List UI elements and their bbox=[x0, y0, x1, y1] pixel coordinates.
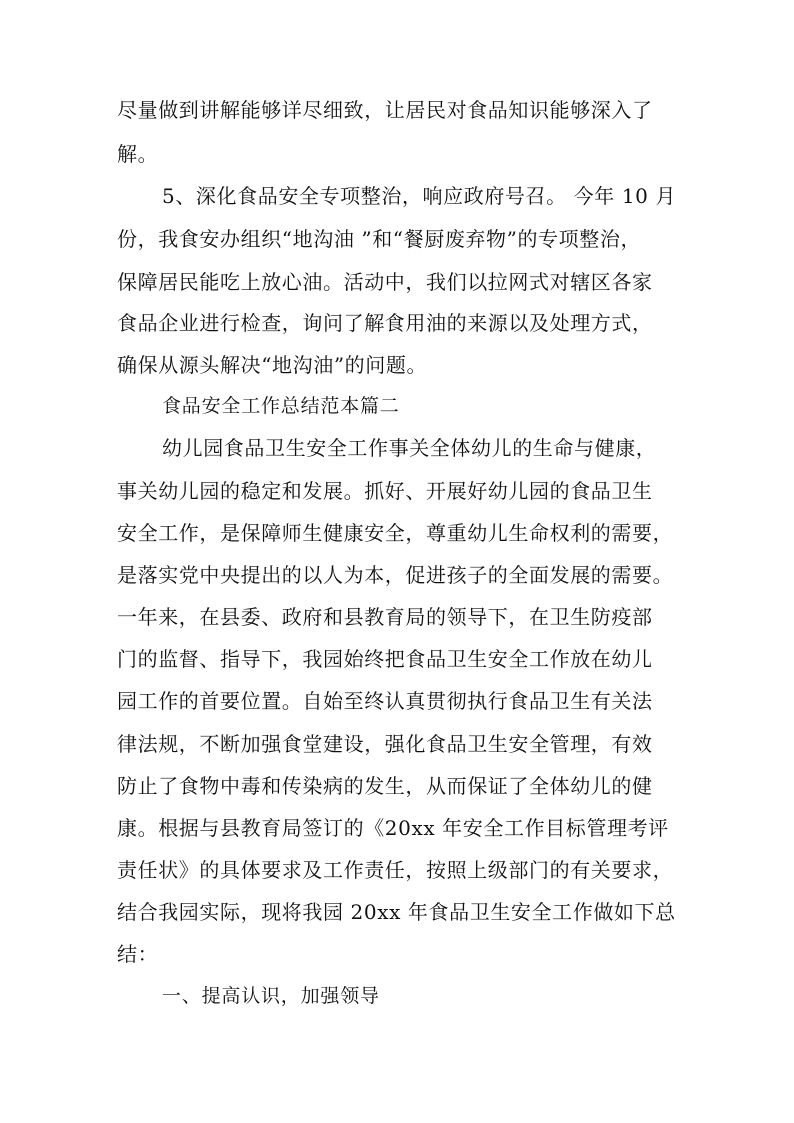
section-heading: 食品安全工作总结范本篇二 bbox=[162, 395, 400, 417]
paragraph-line: 保障居民能吃上放心油。活动中，我们以拉网式对辖区各家 bbox=[117, 270, 653, 294]
paragraph-line: 防止了食物中毒和传染病的发生，从而保证了全体幼儿的健 bbox=[117, 774, 653, 798]
paragraph-line: 是落实党中央提出的以人为本，促进孩子的全面发展的需要。 bbox=[117, 563, 674, 587]
paragraph-line: 解。 bbox=[117, 142, 159, 166]
paragraph-line: 食品企业进行检查，询问了解食用油的来源以及处理方式， bbox=[117, 311, 653, 335]
paragraph-line: 结合我园实际，现将我园 20xx 年食品卫生安全工作做如下总 bbox=[117, 900, 676, 924]
paragraph-line: 责任状》的具体要求及工作责任，按照上级部门的有关要求， bbox=[117, 858, 674, 882]
paragraph-line: 园工作的首要位置。自始至终认真贯彻执行食品卫生有关法 bbox=[117, 689, 653, 713]
paragraph-line: 一年来，在县委、政府和县教育局的领导下，在卫生防疫部 bbox=[117, 605, 653, 629]
paragraph-line: 门的监督、指导下，我园始终把食品卫生安全工作放在幼儿 bbox=[117, 647, 653, 671]
paragraph-line: 事关幼儿园的稳定和发展。抓好、开展好幼儿园的食品卫生 bbox=[117, 479, 653, 503]
paragraph-line: 尽量做到讲解能够详尽细致，让居民对食品知识能够深入了 bbox=[117, 98, 653, 122]
paragraph-line: 份，我食安办组织“地沟油 ”和“餐厨废弃物”的专项整治， bbox=[117, 227, 642, 251]
paragraph-line: 安全工作，是保障师生健康安全，尊重幼儿生命权利的需要， bbox=[117, 521, 674, 545]
paragraph-line: 确保从源头解决“地沟油”的问题。 bbox=[117, 353, 428, 377]
paragraph-line: 律法规，不断加强食堂建设，强化食品卫生安全管理，有效 bbox=[117, 732, 653, 756]
paragraph-line: 康。根据与县教育局签订的《20xx 年安全工作目标管理考评 bbox=[117, 816, 669, 840]
section-heading: 一、提高认识，加强领导 bbox=[162, 985, 380, 1007]
paragraph-line: 5、深化食品安全专项整治，响应政府号召。 今年 10 月 bbox=[162, 184, 677, 208]
paragraph-line: 幼儿园食品卫生安全工作事关全体幼儿的生命与健康， bbox=[162, 436, 657, 460]
paragraph-line: 结： bbox=[117, 942, 159, 966]
